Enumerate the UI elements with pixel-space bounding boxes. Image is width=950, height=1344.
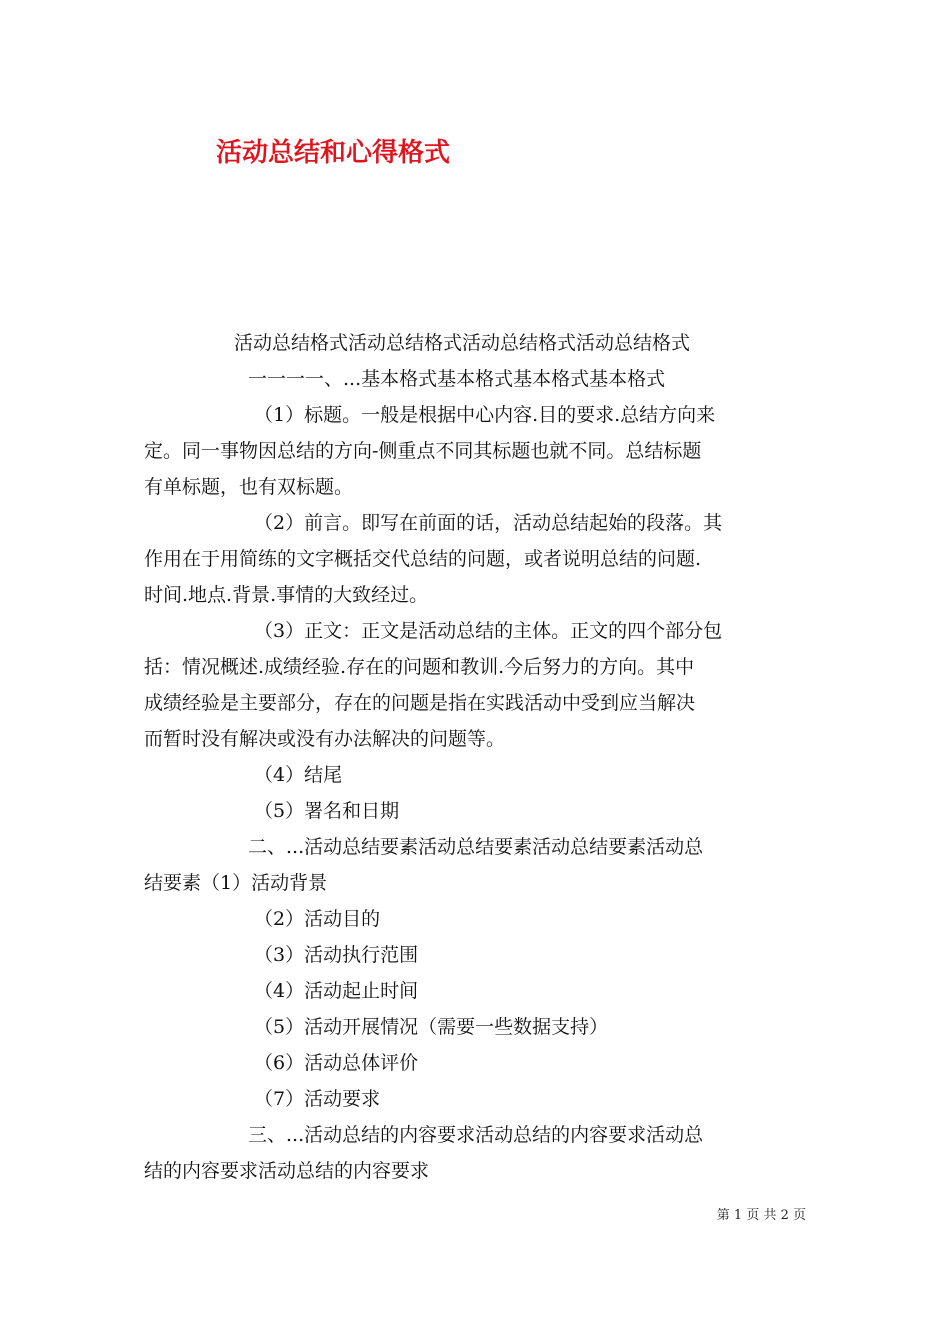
section3-line2: 结的内容要求活动总结的内容要求 bbox=[144, 1160, 430, 1182]
document-body bbox=[144, 325, 806, 1189]
section2-line2: 结要素（1）活动背景 bbox=[144, 872, 328, 894]
section1-heading: 一一一一、...基本格式基本格式基本格式基本格式 bbox=[248, 368, 666, 390]
element-item: （7）活动要求 bbox=[254, 1088, 381, 1110]
item2-line2: 作用在于用简练的文字概括交代总结的问题，或者说明总结的问题. bbox=[144, 548, 702, 570]
element-item: （3）活动执行范围 bbox=[254, 944, 419, 966]
item2-line1: （2）前言。即写在前面的话，活动总结起始的段落。其 bbox=[254, 512, 723, 534]
item1-line2: 定。同一事物因总结的方向-侧重点不同其标题也就不同。总结标题 bbox=[144, 440, 702, 462]
item1-line3: 有单标题，也有双标题。 bbox=[144, 476, 354, 498]
section3-line1: 三、...活动总结的内容要求活动总结的内容要求活动总 bbox=[248, 1124, 704, 1146]
item3-line3: 成绩经验是主要部分，存在的问题是指在实践活动中受到应当解决 bbox=[144, 692, 696, 714]
document-title-text: 活动总结和心得格式 bbox=[216, 138, 451, 168]
document-title bbox=[0, 132, 950, 169]
item2-line3: 时间.地点.背景.事情的大致经过。 bbox=[144, 584, 429, 606]
element-item: （6）活动总体评价 bbox=[254, 1052, 419, 1074]
item3-line2: 括：情况概述.成绩经验.存在的问题和教训.今后努力的方向。其中 bbox=[144, 656, 695, 678]
element-item: （5）活动开展情况（需要一些数据支持） bbox=[254, 1016, 609, 1038]
element-item: （2）活动目的 bbox=[254, 908, 381, 930]
heading-line: 活动总结格式活动总结格式活动总结格式活动总结格式 bbox=[234, 332, 691, 354]
item3-line1: （3）正文：正文是活动总结的主体。正文的四个部分包 bbox=[254, 620, 723, 642]
item1-line1: （1）标题。一般是根据中心内容.目的要求.总结方向来 bbox=[254, 404, 716, 426]
page-footer: 第 1 页 共 2 页 bbox=[716, 1208, 806, 1223]
item3-line4: 而暂时没有解决或没有办法解决的问题等。 bbox=[144, 728, 506, 750]
item4-line: （4）结尾 bbox=[254, 764, 343, 786]
section2-line1: 二、...活动总结要素活动总结要素活动总结要素活动总 bbox=[248, 836, 704, 858]
element-item: （4）活动起止时间 bbox=[254, 980, 419, 1002]
item5-line: （5）署名和日期 bbox=[254, 800, 400, 822]
